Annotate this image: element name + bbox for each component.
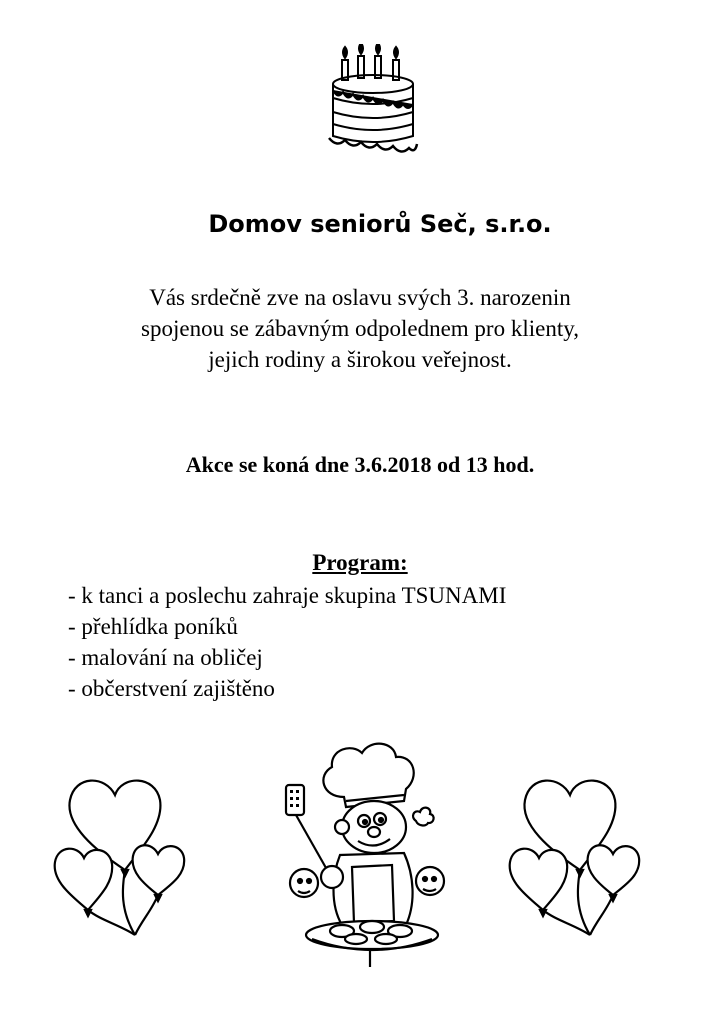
program-title: Program: bbox=[312, 550, 408, 575]
program-item-band: - k tanci a poslechu zahraje skupina TSUNAMI bbox=[68, 583, 507, 608]
heart-balloons-icon bbox=[40, 770, 205, 940]
grilling-chef-icon bbox=[282, 735, 452, 970]
organization-name: Domov seniorů Seč, s.r.o. bbox=[208, 210, 552, 238]
program-item-face-painting: - malování na obličej bbox=[68, 645, 263, 670]
program-list bbox=[68, 580, 506, 704]
heart-balloons-icon bbox=[495, 770, 660, 940]
program-item-ponies: - přehlídka poníků bbox=[68, 614, 238, 639]
invitation-line-3: jejich rodiny a širokou veřejnost. bbox=[208, 347, 512, 372]
event-date: Akce se koná dne 3.6.2018 od 13 hod. bbox=[185, 452, 535, 477]
invitation-line-1: Vás srdečně zve na oslavu svých 3. narozenin bbox=[149, 285, 571, 310]
invitation-line-2: spojenou se zábavným odpolednem pro klienty, bbox=[141, 316, 579, 341]
program-item-refreshments: - občerstvení zajištěno bbox=[68, 676, 275, 701]
birthday-cake-icon bbox=[326, 44, 420, 158]
